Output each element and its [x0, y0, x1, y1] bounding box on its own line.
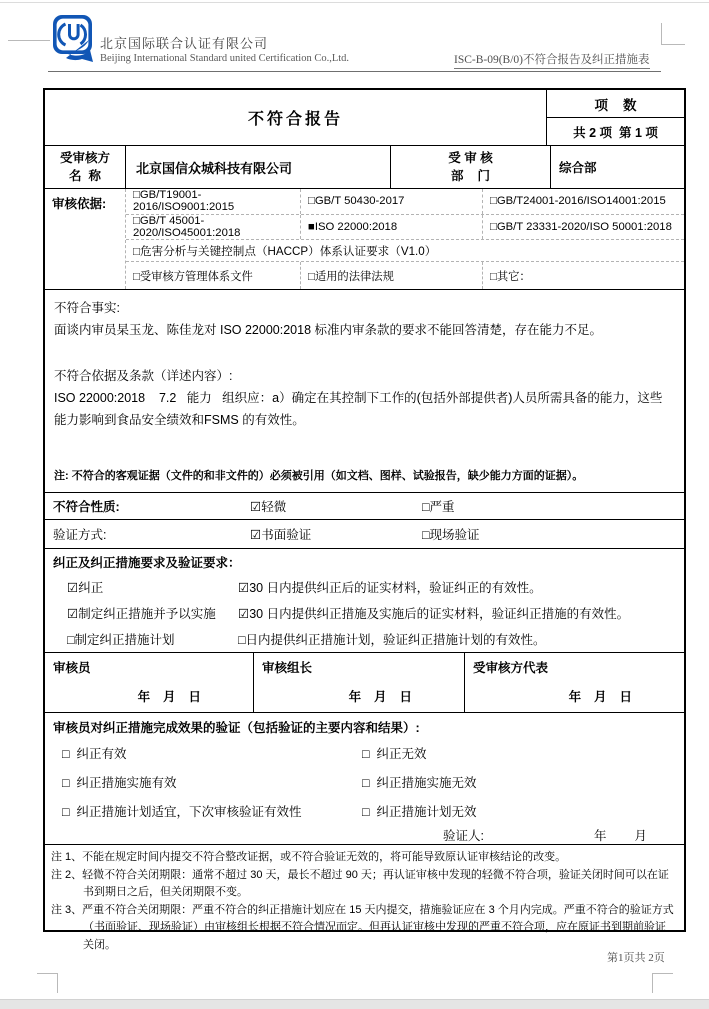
- verification-title: 审核员对纠正措施完成效果的验证（包括验证的主要内容和结果）:: [53, 721, 420, 735]
- verification-left-column: [53, 740, 353, 827]
- audit-basis-options: [125, 189, 684, 289]
- correction-title: 纠正及纠正措施要求及验证要求：: [53, 556, 241, 570]
- ver-checkbox-action-ineffective[interactable]: □ 纠正措施实施无效: [362, 776, 477, 790]
- title-row: [45, 90, 684, 145]
- verify-checkbox-written[interactable]: ☑书面验证: [250, 528, 312, 542]
- correction-req-implement[interactable]: ☑30 日内提供纠正措施及实施后的证实材料，验证纠正措施的有效性。: [238, 607, 630, 621]
- ver-checkbox-plan-ineffective[interactable]: □ 纠正措施计划无效: [362, 805, 477, 819]
- facts-basis-body: ISO 22000:2018 7.2 能力 组织应：a）确定在其控制下工作的(包括外部提供者)人员所需具备的能力，这些能力影响到食品安全绩效和FSMS 的有效性。: [54, 391, 663, 427]
- correction-checkbox-plan[interactable]: □制定纠正措施计划: [67, 633, 175, 647]
- company-name-en: Beijing International Standard united Certification Co.,Ltd.: [100, 53, 350, 64]
- facts-cell: [45, 289, 684, 492]
- item-count-label: 项 数: [547, 90, 684, 118]
- basis-checkbox-other[interactable]: □其它：: [482, 262, 684, 289]
- signature-auditee-rep-date: 年 月 日: [568, 690, 634, 704]
- correction-section: [45, 548, 684, 652]
- basis-checkbox-iso22000[interactable]: ■ISO 22000:2018: [300, 215, 482, 239]
- nonconformity-report-form: [43, 88, 686, 951]
- crop-mark-top-right-v: [661, 23, 662, 45]
- signature-auditor-date: 年 月 日: [137, 690, 203, 704]
- verify-method-row: [45, 519, 684, 548]
- item-count-block: [546, 90, 684, 145]
- crop-mark-top-right-h: [661, 44, 685, 45]
- ver-checkbox-correct-effective[interactable]: □ 纠正有效: [62, 747, 127, 761]
- signature-team-leader: 审核组长 年 月 日: [253, 653, 464, 712]
- audit-basis-row: [45, 188, 684, 289]
- basis-checkbox-iso50001[interactable]: □GB/T 23331-2020/ISO 50001:2018: [482, 215, 684, 239]
- audit-basis-line-4: [126, 261, 684, 289]
- verifier-line: [53, 827, 676, 845]
- company-name-cn: 北京国际联合认证有限公司: [100, 36, 269, 51]
- audit-basis-line-2: [126, 214, 684, 239]
- crop-mark-bottom-left-v: [57, 973, 58, 993]
- verify-checkbox-onsite[interactable]: □现场验证: [422, 528, 480, 542]
- nature-row: [45, 492, 684, 519]
- crop-mark-top-left: [8, 40, 50, 41]
- page-top-divider: [0, 2, 709, 3]
- nature-label: 不符合性质:: [53, 500, 120, 514]
- company-logo-icon: [52, 14, 94, 71]
- audit-basis-label: 审核依据:: [52, 197, 107, 211]
- item-count-value: 共 2 项 第 1 项: [573, 125, 658, 140]
- crop-mark-bottom-right-h: [652, 973, 673, 974]
- basis-checkbox-gbt50430[interactable]: □GB/T 50430-2017: [300, 189, 482, 214]
- signature-auditor: 审核员 年 月 日: [45, 653, 253, 712]
- verification-options: [53, 740, 676, 827]
- nature-checkbox-major[interactable]: □严重: [422, 500, 455, 514]
- auditee-name-label: 受审核方 名 称: [59, 151, 110, 183]
- basis-checkbox-iso14001[interactable]: □GB/T24001-2016/ISO14001:2015: [482, 189, 684, 214]
- ver-checkbox-action-effective[interactable]: □ 纠正措施实施有效: [62, 776, 177, 790]
- signature-team-leader-date: 年 月 日: [348, 690, 414, 704]
- correction-row-2: [53, 601, 676, 627]
- report-title: 不符合报告: [247, 111, 343, 128]
- crop-mark-bottom-right-v: [652, 973, 653, 993]
- signature-auditee-rep: 受审核方代表 年 月 日: [464, 653, 684, 712]
- header-divider: [48, 71, 661, 72]
- correction-checkbox-implement[interactable]: ☑制定纠正措施并予以实施: [67, 607, 216, 621]
- correction-row-3: [53, 627, 676, 653]
- auditee-name-value: 北京国信众城科技有限公司: [125, 146, 390, 188]
- basis-checkbox-haccp[interactable]: □危害分析与关键控制点（HACCP）体系认证要求（V1.0）: [133, 244, 437, 258]
- ver-checkbox-plan-suitable[interactable]: □ 纠正措施计划适宜，下次审核验证有效性: [62, 805, 302, 819]
- auditee-dept-label: 受 审 核 部 门: [390, 146, 550, 188]
- verification-right-column: [353, 740, 676, 827]
- note-1: 注 1、不能在规定时间内提交不符合整改证据，或不符合验证无效的，将可能导致原认证审核结论的改变。: [51, 851, 567, 863]
- crop-mark-bottom-left-h: [37, 973, 58, 974]
- notes-section: [45, 844, 684, 951]
- basis-checkbox-iso9001[interactable]: □GB/T19001-2016/ISO9001:2015: [133, 189, 235, 214]
- basis-checkbox-iso45001[interactable]: □GB/T 45001-2020/ISO45001:2018: [133, 214, 241, 239]
- audit-basis-line-3: [126, 239, 684, 262]
- signature-row: [45, 652, 684, 712]
- document-code: ISC-B-09(B/0)不符合报告及纠正措施表: [454, 51, 650, 69]
- note-2: 注 2、轻微不符合关闭期限：通常不超过 30 天，最长不超过 90 天；再认证审核中发现的轻微不符合项，验证关闭时间可以在证书到期日之后，但关闭期限不变。: [51, 868, 669, 898]
- verifier-date: 年 月: [593, 829, 648, 843]
- facts-title: 不符合事实:: [54, 301, 120, 315]
- correction-req-plan[interactable]: □日内提供纠正措施计划，验证纠正措施计划的有效性。: [238, 633, 546, 647]
- basis-checkbox-laws[interactable]: □适用的法律法规: [300, 262, 482, 289]
- facts-footnote: 注: 不符合的客观证据（文件的和非文件的）必须被引用（如文档、图样、试验报告，缺少能力方面的证据）。: [54, 470, 584, 482]
- correction-row-1: [53, 575, 676, 601]
- note-3: 注 3、严重不符合关闭期限：严重不符合的纠正措施计划应在 15 天内提交，措施验证应在 3 个月内完成。严重不符合的验证方式（书面验证、现场验证）由审核组长根据不符合情况而定。但再认证审核中发现的严重不符合项，应在原证书到期前验证关闭。: [51, 903, 674, 951]
- basis-checkbox-system-docs[interactable]: □受审核方管理体系文件: [133, 270, 253, 283]
- facts-body: 面谈内审员杲玉龙、陈佳龙对 ISO 22000:2018 标准内审条款的要求不能回答清楚，存在能力不足。: [54, 323, 602, 337]
- correction-checkbox-correct[interactable]: ☑纠正: [67, 581, 104, 595]
- verify-method-label: 验证方式:: [53, 528, 107, 542]
- auditee-dept-value: 综合部: [550, 146, 684, 188]
- correction-req-correct[interactable]: ☑30 日内提供纠正后的证实材料，验证纠正的有效性。: [238, 581, 542, 595]
- page-number: 第1页共 2页: [607, 952, 665, 964]
- facts-basis-title: 不符合依据及条款（详述内容）:: [54, 369, 233, 383]
- nature-checkbox-minor[interactable]: ☑轻微: [250, 500, 287, 514]
- auditee-row: [45, 145, 684, 188]
- verification-section: [45, 712, 684, 844]
- verifier-label: 验证人:: [443, 829, 484, 843]
- ver-checkbox-correct-ineffective[interactable]: □ 纠正无效: [362, 747, 427, 761]
- audit-basis-line-1: [126, 189, 684, 214]
